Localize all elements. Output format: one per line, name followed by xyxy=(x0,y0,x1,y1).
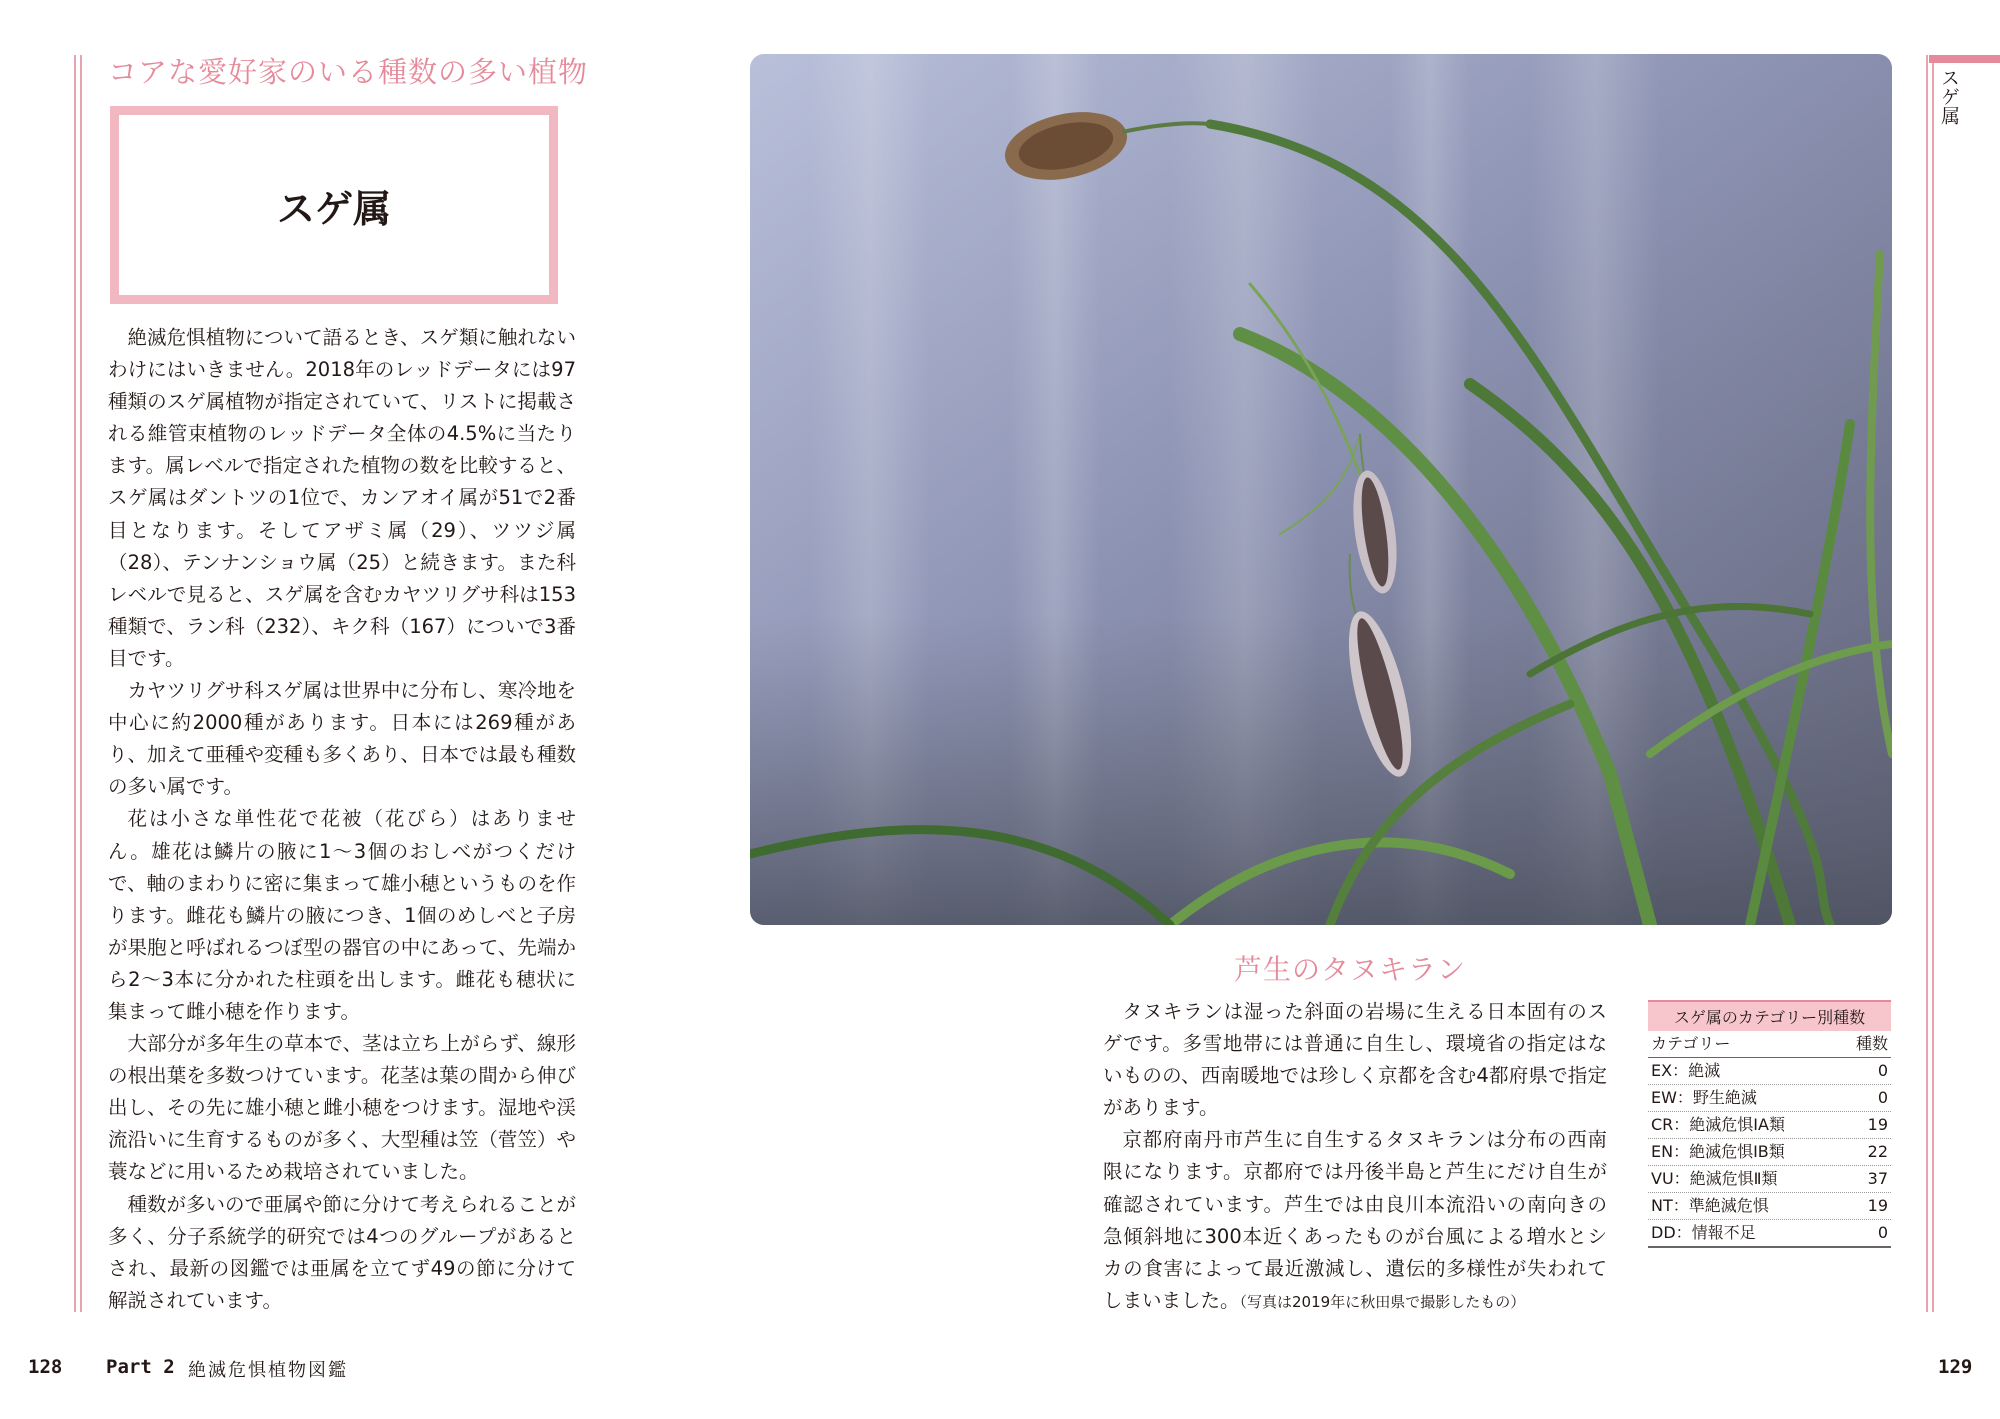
table-title: スゲ属のカテゴリー別種数 xyxy=(1648,1000,1891,1031)
table-cell-count: 0 xyxy=(1877,1223,1888,1242)
table-row xyxy=(1648,1112,1891,1139)
page-title: スゲ属 xyxy=(276,186,391,231)
body-paragraph-3: 花は小さな単性花で花被（花びら）はありません。雄花は鱗片の腋に1〜3個のおしべがつくだけで、軸のまわりに密に集まって雄小穂というものを作ります。雌花も鱗片の腋につき、1個のめしべと子房が果胞と呼ばれるつぼ型の器官の中にあって、先端から2〜3本に分かれた柱頭を出します。雌花も穂状に集まって雌小穂を作ります。 xyxy=(108,807,576,1023)
left-margin-rule xyxy=(74,55,76,1312)
table-cell-count: 22 xyxy=(1867,1142,1888,1161)
table-cell-category: NT：準絶滅危惧 xyxy=(1651,1196,1769,1215)
right-page-number: 129 xyxy=(1938,1356,1973,1378)
table-cell-count: 0 xyxy=(1877,1061,1888,1080)
body-text xyxy=(108,322,576,1317)
section-header: コアな愛好家のいる種数の多い植物 xyxy=(108,55,589,89)
table-cell-count: 37 xyxy=(1867,1169,1888,1188)
part-title: 絶滅危惧植物図鑑 xyxy=(188,1360,348,1381)
side-tab-bar xyxy=(1929,55,2000,63)
category-table xyxy=(1648,1000,1891,1248)
sedge-photo xyxy=(750,54,1892,925)
table-row xyxy=(1648,1193,1891,1220)
title-box xyxy=(110,106,558,304)
body-paragraph-4: 大部分が多年生の草本で、茎は立ち上がらず、線形の根出葉を多数つけています。花茎は葉の間から伸び出し、その先に雄小穂と雌小穂をつけます。湿地や渓流沿いに生育するものが多く、大型種は笠（菅笠）や蓑などに用いるため栽培されていました。 xyxy=(108,1032,576,1184)
table-row xyxy=(1648,1085,1891,1112)
table-cell-category: CR：絶滅危惧ⅠA類 xyxy=(1651,1115,1785,1134)
caption-paragraph-1: タヌキランは湿った斜面の岩場に生える日本固有のスゲです。多雪地帯には普通に自生し、環境省の指定はないものの、西南暖地では珍しく京都を含む4都府県で指定があります。 xyxy=(1103,1000,1607,1120)
table-cell-category: EW：野生絶滅 xyxy=(1651,1088,1757,1107)
table-header-count: 種数 xyxy=(1855,1034,1888,1053)
table-header-row xyxy=(1648,1031,1891,1058)
table-row xyxy=(1648,1166,1891,1193)
body-paragraph-1: 絶滅危惧植物について語るとき、スゲ類に触れないわけにはいきません。2018年のレッドデータには97種類のスゲ属植物が指定されていて、リストに掲載される維管束植物のレッドデータ全体の4.5%に当たります。属レベルで指定された植物の数を比較すると、スゲ属はダントツの1位で、カンアオイ属が51で2番目となります。そしてアザミ属（29）、ツツジ属（28）、テンナンショウ属（25）と続きます。また科レベルで見ると、スゲ属を含むカヤツリグサ科は153種類で、ラン科（232）、キク科（167）についで3番目です。 xyxy=(108,326,576,670)
table-cell-count: 0 xyxy=(1877,1088,1888,1107)
body-paragraph-5: 種数が多いので亜属や節に分けて考えられることが多く、分子系統学的研究では4つのグループがあるとされ、最新の図鑑では亜属を立てず49の節に分けて解説されています。 xyxy=(108,1192,577,1312)
table-row xyxy=(1648,1220,1891,1248)
body-paragraph-2: カヤツリグサ科スゲ属は世界中に分布し、寒冷地を中心に約2000種があります。日本には269種があり、加えて亜種や変種も多くあり、日本では最も種数の多い属です。 xyxy=(108,679,577,799)
part-label: Part 2 xyxy=(106,1356,175,1378)
table-cell-category: EX：絶滅 xyxy=(1651,1061,1721,1080)
photo-note: （写真は2019年に秋田県で撮影したもの） xyxy=(1239,1292,1526,1311)
left-page-number: 128 xyxy=(28,1356,63,1378)
caption-text xyxy=(1103,996,1607,1318)
table-cell-count: 19 xyxy=(1867,1196,1888,1215)
table-row xyxy=(1648,1139,1891,1166)
table-row xyxy=(1648,1058,1891,1085)
table-cell-category: VU：絶滅危惧Ⅱ類 xyxy=(1651,1169,1778,1188)
left-margin-rule-inner xyxy=(80,55,82,1312)
sedge-photo-illustration xyxy=(750,54,1892,925)
caption-title: 芦生のタヌキラン xyxy=(1233,953,1466,986)
table-cell-category: DD：情報不足 xyxy=(1651,1223,1756,1242)
table-cell-count: 19 xyxy=(1867,1115,1888,1134)
caption-paragraph-2: 京都府南丹市芦生に自生するタヌキランは分布の西南限になります。京都府では丹後半島と芦生にだけ自生が確認されています。芦生では由良川本流沿いの南向きの急傾斜地に300本近くあったものが台風による増水とシカの食害によって最近激減し、遺伝的多様性が失われてしまいました。 xyxy=(1103,1128,1607,1312)
table-cell-category: EN：絶滅危惧ⅠB類 xyxy=(1651,1142,1785,1161)
right-margin-rule-inner xyxy=(1932,55,1934,1312)
side-index-label: スゲ属 xyxy=(1938,68,1960,125)
right-margin-rule xyxy=(1926,55,1928,1312)
table-header-category: カテゴリー xyxy=(1651,1034,1731,1053)
